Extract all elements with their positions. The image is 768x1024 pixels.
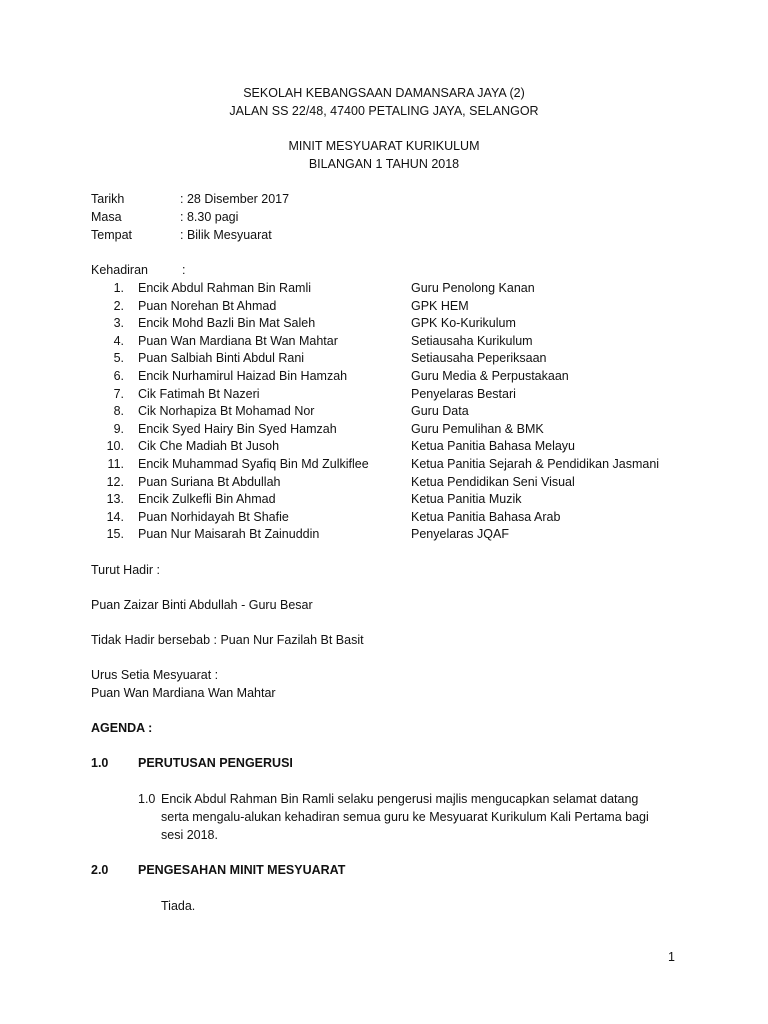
agenda-item-2-number: 2.0: [91, 863, 109, 877]
agenda-item-1-sub-number: 1.0: [138, 792, 156, 806]
attendance-name: Cik Che Madiah Bt Jusoh: [138, 439, 280, 453]
agenda-label: AGENDA :: [91, 721, 153, 735]
attendance-name: Cik Norhapiza Bt Mohamad Nor: [138, 404, 315, 418]
attendance-name: Puan Nur Maisarah Bt Zainuddin: [138, 527, 320, 541]
tidak-hadir-line: Tidak Hadir bersebab : Puan Nur Fazilah Bt Basit: [91, 633, 364, 647]
attendance-name: Puan Norhidayah Bt Shafie: [138, 510, 289, 524]
agenda-item-1-number: 1.0: [91, 756, 109, 770]
attendance-role: Ketua Panitia Bahasa Melayu: [411, 439, 575, 453]
page-number: 1: [668, 950, 675, 964]
attendance-role: Guru Media & Perpustakaan: [411, 369, 569, 383]
attendance-role: Ketua Pendidikan Seni Visual: [411, 475, 575, 489]
agenda-item-2-title: PENGESAHAN MINIT MESYUARAT: [138, 863, 346, 877]
document-subtitle: BILANGAN 1 TAHUN 2018: [308, 157, 460, 171]
attendance-name: Puan Suriana Bt Abdullah: [138, 475, 281, 489]
attendance-role: GPK Ko-Kurikulum: [411, 316, 516, 330]
attendance-role: GPK HEM: [411, 299, 469, 313]
attendance-number: 3.: [113, 316, 124, 330]
urus-setia-name: Puan Wan Mardiana Wan Mahtar: [91, 686, 276, 700]
attendance-label: Kehadiran: [91, 263, 148, 277]
attendance-number: 9.: [113, 422, 124, 436]
attendance-number: 13.: [106, 492, 124, 506]
attendance-name: Encik Abdul Rahman Bin Ramli: [138, 281, 311, 295]
attendance-number: 15.: [106, 527, 124, 541]
attendance-role: Ketua Panitia Muzik: [411, 492, 522, 506]
attendance-number: 8.: [113, 404, 124, 418]
school-name: SEKOLAH KEBANGSAAN DAMANSARA JAYA (2): [243, 86, 525, 100]
attendance-number: 6.: [113, 369, 124, 383]
urus-setia-label: Urus Setia Mesyuarat :: [91, 668, 219, 682]
agenda-item-1-title: PERUTUSAN PENGERUSI: [138, 756, 293, 770]
document-title: MINIT MESYUARAT KURIKULUM: [288, 139, 480, 153]
attendance-role: Ketua Panitia Bahasa Arab: [411, 510, 561, 524]
attendance-role: Guru Penolong Kanan: [411, 281, 535, 295]
meta-date-label: Tarikh: [91, 192, 125, 206]
attendance-number: 10.: [106, 439, 124, 453]
attendance-role: Penyelaras Bestari: [411, 387, 516, 401]
turut-hadir-label: Turut Hadir :: [91, 563, 161, 577]
meta-date-value: : 28 Disember 2017: [180, 192, 290, 206]
attendance-role: Setiausaha Kurikulum: [411, 334, 533, 348]
attendance-number: 11.: [107, 457, 124, 471]
attendance-number: 1.: [113, 281, 124, 295]
attendance-name: Encik Mohd Bazli Bin Mat Saleh: [138, 316, 316, 330]
attendance-role: Guru Pemulihan & BMK: [411, 422, 544, 436]
attendance-name: Cik Fatimah Bt Nazeri: [138, 387, 260, 401]
attendance-name: Encik Muhammad Syafiq Bin Md Zulkiflee: [138, 457, 369, 471]
school-address: JALAN SS 22/48, 47400 PETALING JAYA, SELANGOR: [229, 104, 539, 118]
attendance-role: Penyelaras JQAF: [411, 527, 509, 541]
agenda-item-1-line-2: serta mengalu-alukan kehadiran semua guru ke Mesyuarat Kurikulum Kali Pertama bagi: [161, 810, 649, 824]
attendance-role: Guru Data: [411, 404, 469, 418]
agenda-item-2-body: Tiada.: [161, 899, 196, 913]
agenda-item-1-line-3: sesi 2018.: [161, 828, 218, 842]
attendance-number: 4.: [113, 334, 124, 348]
attendance-role: Setiausaha Peperiksaan: [411, 351, 547, 365]
meta-place-label: Tempat: [91, 228, 132, 242]
attendance-name: Puan Wan Mardiana Bt Wan Mahtar: [138, 334, 338, 348]
attendance-name: Encik Zulkefli Bin Ahmad: [138, 492, 276, 506]
agenda-item-1-line-1: Encik Abdul Rahman Bin Ramli selaku pengerusi majlis mengucapkan selamat datang: [161, 792, 639, 806]
attendance-number: 12.: [106, 475, 124, 489]
attendance-role: Ketua Panitia Sejarah & Pendidikan Jasmani: [411, 457, 660, 471]
attendance-name: Puan Salbiah Binti Abdul Rani: [138, 351, 305, 365]
attendance-name: Encik Syed Hairy Bin Syed Hamzah: [138, 422, 337, 436]
attendance-colon: :: [182, 263, 186, 277]
attendance-name: Encik Nurhamirul Haizad Bin Hamzah: [138, 369, 348, 383]
attendance-number: 5.: [113, 351, 124, 365]
meta-place-value: : Bilik Mesyuarat: [180, 228, 272, 242]
attendance-number: 14.: [106, 510, 124, 524]
attendance-name: Puan Norehan Bt Ahmad: [138, 299, 277, 313]
attendance-number: 7.: [113, 387, 124, 401]
meta-time-label: Masa: [91, 210, 122, 224]
turut-hadir-entry: Puan Zaizar Binti Abdullah - Guru Besar: [91, 598, 313, 612]
meta-time-value: : 8.30 pagi: [180, 210, 239, 224]
attendance-number: 2.: [113, 299, 124, 313]
